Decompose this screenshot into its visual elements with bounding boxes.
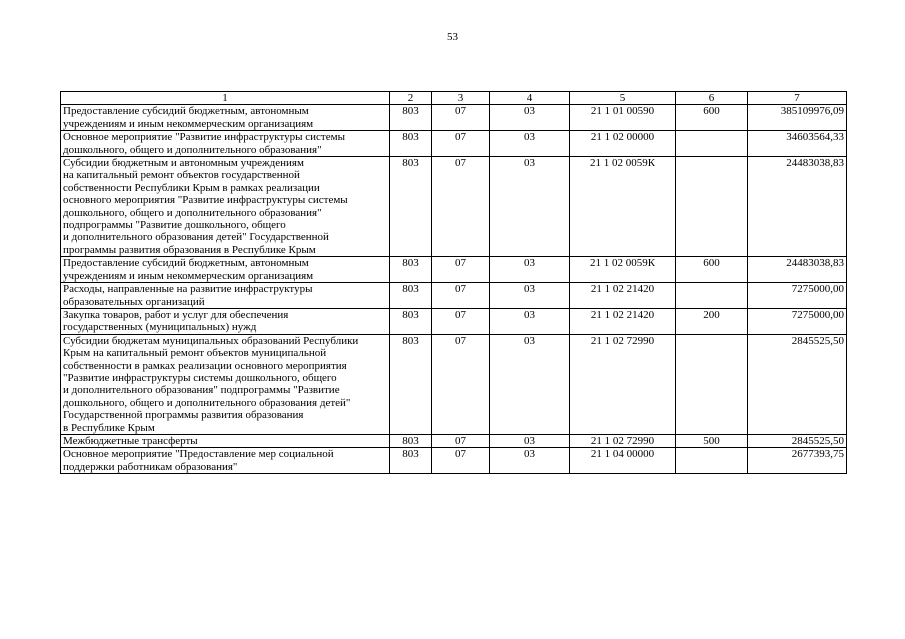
description-line: учреждениям и иным некоммерческим организациям	[63, 117, 314, 130]
ministry-code: 803	[390, 448, 432, 474]
description-line: дошкольного, общего и дополнительного образования"	[63, 143, 322, 156]
description-line: учреждениям и иным некоммерческим организациям	[63, 269, 314, 282]
description-line: Субсидии бюджетам муниципальных образований Республики	[63, 334, 359, 347]
subsection-code: 03	[490, 448, 570, 474]
table-row	[61, 257, 847, 283]
table-row	[61, 448, 847, 474]
section-code: 07	[432, 131, 490, 157]
target-article-code: 21 1 02 21420	[570, 283, 676, 309]
subsection-code: 03	[490, 257, 570, 283]
header-col-1: 1	[61, 92, 390, 105]
description-line: "Развитие инфраструктуры системы дошкольного, общего	[63, 371, 337, 384]
section-code: 07	[432, 157, 490, 257]
target-article-code: 21 1 04 00000	[570, 448, 676, 474]
budget-table	[60, 91, 847, 474]
section-code: 07	[432, 105, 490, 131]
ministry-code: 803	[390, 283, 432, 309]
section-code: 07	[432, 334, 490, 434]
target-article-code: 21 1 02 72990	[570, 334, 676, 434]
section-code: 07	[432, 434, 490, 447]
description-line: Основное мероприятие "Развитие инфраструктуры системы	[63, 131, 345, 144]
table-row	[61, 334, 847, 434]
header-col-4: 4	[490, 92, 570, 105]
subsection-code: 03	[490, 283, 570, 309]
amount: 2845525,50	[748, 434, 847, 447]
amount: 2677393,75	[748, 448, 847, 474]
expense-type-code	[676, 334, 748, 434]
table-row	[61, 308, 847, 334]
header-col-7: 7	[748, 92, 847, 105]
header-col-5: 5	[570, 92, 676, 105]
expense-type-code: 200	[676, 308, 748, 334]
table-row	[61, 105, 847, 131]
description-line: собственности Республики Крым в рамках реализации	[63, 181, 320, 194]
table-row	[61, 434, 847, 447]
description-line: Закупка товаров, работ и услуг для обеспечения	[63, 308, 289, 321]
ministry-code: 803	[390, 157, 432, 257]
table-body	[61, 105, 847, 474]
description-line: образовательных организаций	[63, 295, 205, 308]
section-code: 07	[432, 257, 490, 283]
subsection-code: 03	[490, 105, 570, 131]
expense-type-code: 600	[676, 257, 748, 283]
description-line: и дополнительного образования" подпрограммы "Развитие	[63, 384, 340, 397]
description-line: Государственной программы развития образования	[63, 409, 304, 422]
description-line: дошкольного, общего и дополнительного образования детей"	[63, 396, 351, 409]
description-line: на капитальный ремонт объектов государственной	[63, 169, 300, 182]
row-description	[61, 308, 390, 334]
amount: 7275000,00	[748, 283, 847, 309]
row-description	[61, 448, 390, 474]
expense-type-code: 600	[676, 105, 748, 131]
target-article-code: 21 1 02 00000	[570, 131, 676, 157]
target-article-code: 21 1 02 0059К	[570, 157, 676, 257]
table-row	[61, 283, 847, 309]
expense-type-code	[676, 131, 748, 157]
row-description	[61, 257, 390, 283]
section-code: 07	[432, 448, 490, 474]
expense-type-code	[676, 448, 748, 474]
row-description	[61, 157, 390, 257]
ministry-code: 803	[390, 105, 432, 131]
expense-type-code	[676, 157, 748, 257]
description-line: подпрограммы "Развитие дошкольного, общего	[63, 219, 286, 232]
target-article-code: 21 1 02 21420	[570, 308, 676, 334]
target-article-code: 21 1 02 0059К	[570, 257, 676, 283]
amount: 24483038,83	[748, 157, 847, 257]
description-line: Предоставление субсидий бюджетным, автономным	[63, 257, 309, 270]
section-code: 07	[432, 308, 490, 334]
subsection-code: 03	[490, 157, 570, 257]
expense-type-code	[676, 283, 748, 309]
target-article-code: 21 1 01 00590	[570, 105, 676, 131]
ministry-code: 803	[390, 131, 432, 157]
subsection-code: 03	[490, 131, 570, 157]
section-code: 07	[432, 283, 490, 309]
description-line: дошкольного, общего и дополнительного образования"	[63, 206, 322, 219]
description-line: Основное мероприятие "Предоставление мер социальной	[63, 448, 334, 461]
row-description	[61, 131, 390, 157]
table-row	[61, 157, 847, 257]
page-number: 53	[447, 31, 458, 43]
header-col-6: 6	[676, 92, 748, 105]
subsection-code: 03	[490, 334, 570, 434]
description-line: Межбюджетные трансферты	[63, 434, 198, 447]
amount: 385109976,09	[748, 105, 847, 131]
table-header	[61, 92, 847, 105]
description-line: государственных (муниципальных) нужд	[63, 321, 257, 334]
target-article-code: 21 1 02 72990	[570, 434, 676, 447]
header-col-2: 2	[390, 92, 432, 105]
row-description	[61, 105, 390, 131]
description-line: Субсидии бюджетным и автономным учреждениям	[63, 157, 304, 170]
header-row	[61, 92, 847, 105]
description-line: программы развития образования в Республике Крым	[63, 243, 316, 256]
amount: 7275000,00	[748, 308, 847, 334]
amount: 34603564,33	[748, 131, 847, 157]
table-row	[61, 131, 847, 157]
description-line: Крым на капитальный ремонт объектов муниципальной	[63, 347, 327, 360]
row-description	[61, 334, 390, 434]
description-line: Расходы, направленные на развитие инфраструктуры	[63, 283, 313, 296]
description-line: в Республике Крым	[63, 421, 155, 434]
description-line: Предоставление субсидий бюджетным, автономным	[63, 105, 309, 118]
row-description	[61, 434, 390, 447]
description-line: основного мероприятия "Развитие инфраструктуры системы	[63, 194, 348, 207]
header-col-3: 3	[432, 92, 490, 105]
ministry-code: 803	[390, 434, 432, 447]
ministry-code: 803	[390, 334, 432, 434]
ministry-code: 803	[390, 257, 432, 283]
subsection-code: 03	[490, 308, 570, 334]
amount: 24483038,83	[748, 257, 847, 283]
ministry-code: 803	[390, 308, 432, 334]
description-line: и дополнительного образования детей" Государственной	[63, 231, 329, 244]
description-line: поддержки работникам образования"	[63, 460, 238, 473]
description-line: собственности в рамках реализации основного мероприятия	[63, 359, 347, 372]
amount: 2845525,50	[748, 334, 847, 434]
row-description	[61, 283, 390, 309]
expense-type-code: 500	[676, 434, 748, 447]
subsection-code: 03	[490, 434, 570, 447]
